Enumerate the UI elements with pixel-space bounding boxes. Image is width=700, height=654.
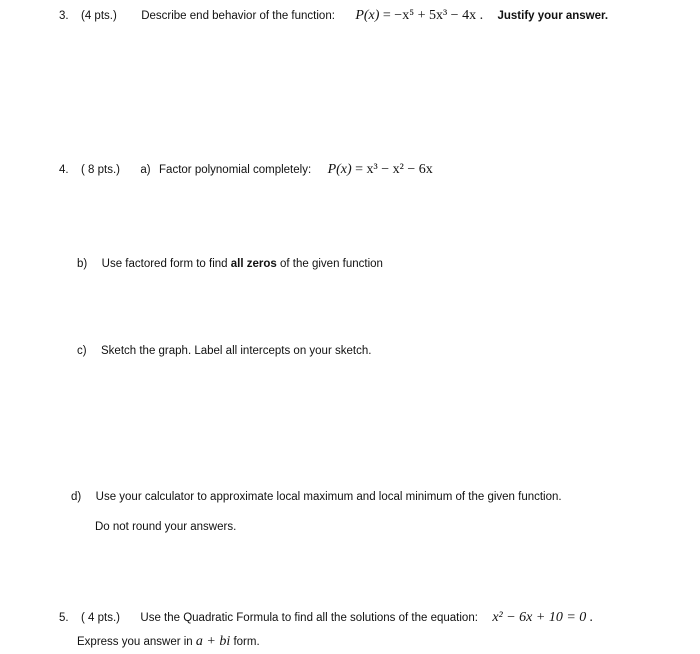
q4c-text: Sketch the graph. Label all intercepts on your sketch. <box>101 345 372 357</box>
q3-points: (4 pts.) <box>81 10 117 22</box>
q3-justify: Justify your answer. <box>497 10 609 22</box>
question-4a <box>59 162 433 178</box>
q4b-label: b) <box>77 258 88 270</box>
q5-prompt: Use the Quadratic Formula to find all the solutions of the equation: <box>140 612 478 624</box>
q4a-function <box>328 162 433 177</box>
q4a-func-rhs: = x³ − x² − 6x <box>355 162 433 177</box>
question-4c <box>77 345 371 357</box>
question-3 <box>59 8 608 24</box>
q5-equation: x² − 6x + 10 = 0 . <box>492 610 594 625</box>
q4-number: 4. <box>59 164 69 176</box>
q5-points: ( 4 pts.) <box>81 612 120 624</box>
q4a-func-lhs: P(x) <box>327 162 352 177</box>
question-4b <box>77 258 383 270</box>
q5-text2-after: form. <box>233 636 260 648</box>
q4d-label: d) <box>71 491 82 503</box>
q3-number: 3. <box>59 10 69 22</box>
q4a-text: Factor polynomial completely: <box>159 164 312 176</box>
q4b-text-before: Use factored form to find <box>101 258 228 270</box>
q4c-label: c) <box>77 345 87 357</box>
q4a-label: a) <box>140 164 151 176</box>
question-4d-line2: Do not round your answers. <box>95 521 237 533</box>
q4d-text: Use your calculator to approximate local maximum and local minimum of the given function. <box>95 491 562 503</box>
q4b-text-bold: all zeros <box>230 258 277 270</box>
q4b-text-after: of the given function <box>280 258 383 270</box>
q3-func-rhs: = −x⁵ + 5x³ − 4x . <box>382 8 484 23</box>
q4-points: ( 8 pts.) <box>81 164 120 176</box>
q3-prompt: Describe end behavior of the function: <box>141 10 335 22</box>
q5-text2-math: a + bi <box>195 634 231 649</box>
question-5 <box>59 610 593 626</box>
question-4d <box>71 491 562 503</box>
q3-function <box>355 8 483 23</box>
q3-func-lhs: P(x) <box>355 8 380 23</box>
question-5-line2 <box>77 634 260 650</box>
q5-text2-before: Express you answer in <box>77 636 193 648</box>
q5-number: 5. <box>59 612 69 624</box>
